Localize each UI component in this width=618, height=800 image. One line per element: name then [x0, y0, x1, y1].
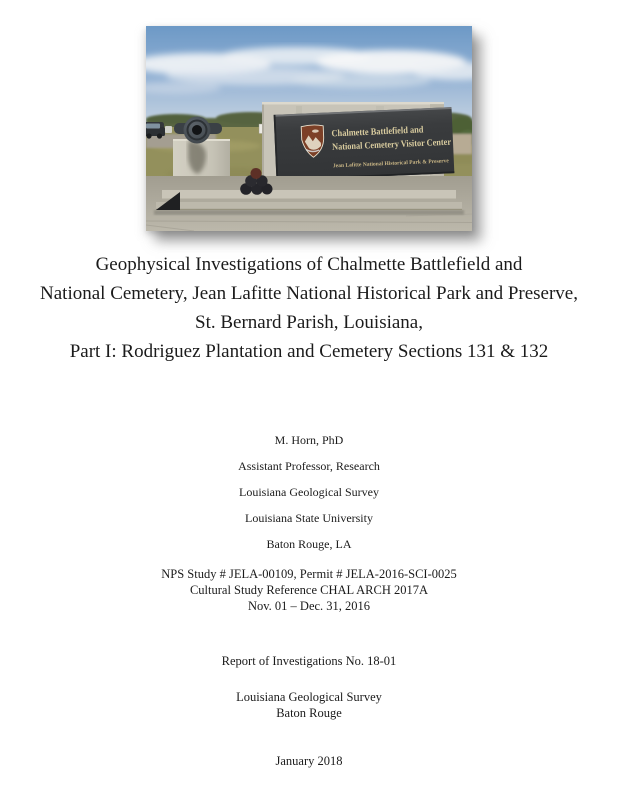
author-position: Assistant Professor, Research	[238, 459, 380, 473]
base-ground-shadow	[154, 210, 464, 215]
publisher-name: Louisiana Geological Survey	[236, 690, 382, 704]
title-line-2: National Cemetery, Jean Lafitte National Historical Park and Preserve,	[40, 283, 578, 304]
sign-subline: Jean Lafitte National Historical Park & Preserve	[332, 158, 450, 170]
report-number: Report of Investigations No. 18-01	[221, 654, 397, 668]
publisher-city: Baton Rouge	[276, 706, 342, 720]
sign-title-line1: Chalmette Battlefield and	[331, 124, 437, 140]
visitor-center-sign	[274, 107, 469, 181]
author-affiliation-2: Louisiana State University	[245, 511, 373, 525]
title-line-1: Geophysical Investigations of Chalmette Battlefield and	[95, 254, 523, 275]
author-name: M. Horn, PhD	[274, 433, 344, 447]
author-location: Baton Rouge, LA	[266, 537, 352, 551]
title-line-3: St. Bernard Parish, Louisiana,	[195, 312, 423, 333]
study-permit-block	[0, 566, 618, 614]
publication-date: January 2018	[275, 754, 343, 768]
title-line-4: Part I: Rodriguez Plantation and Cemetery Sections 131 & 132	[69, 341, 549, 362]
publisher-block	[0, 689, 618, 721]
study-reference-line: Cultural Study Reference CHAL ARCH 2017A	[189, 583, 429, 597]
study-permit-line: NPS Study # JELA-00109, Permit # JELA-2016-SCI-0025	[161, 567, 457, 581]
cover-photo	[146, 26, 472, 231]
sign-title-line2: National Cemetery Visitor Center	[331, 136, 469, 153]
study-dates-line: Nov. 01 – Dec. 31, 2016	[247, 599, 371, 613]
author-block	[0, 427, 618, 557]
author-affiliation-1: Louisiana Geological Survey	[239, 485, 379, 499]
report-title	[0, 250, 618, 366]
